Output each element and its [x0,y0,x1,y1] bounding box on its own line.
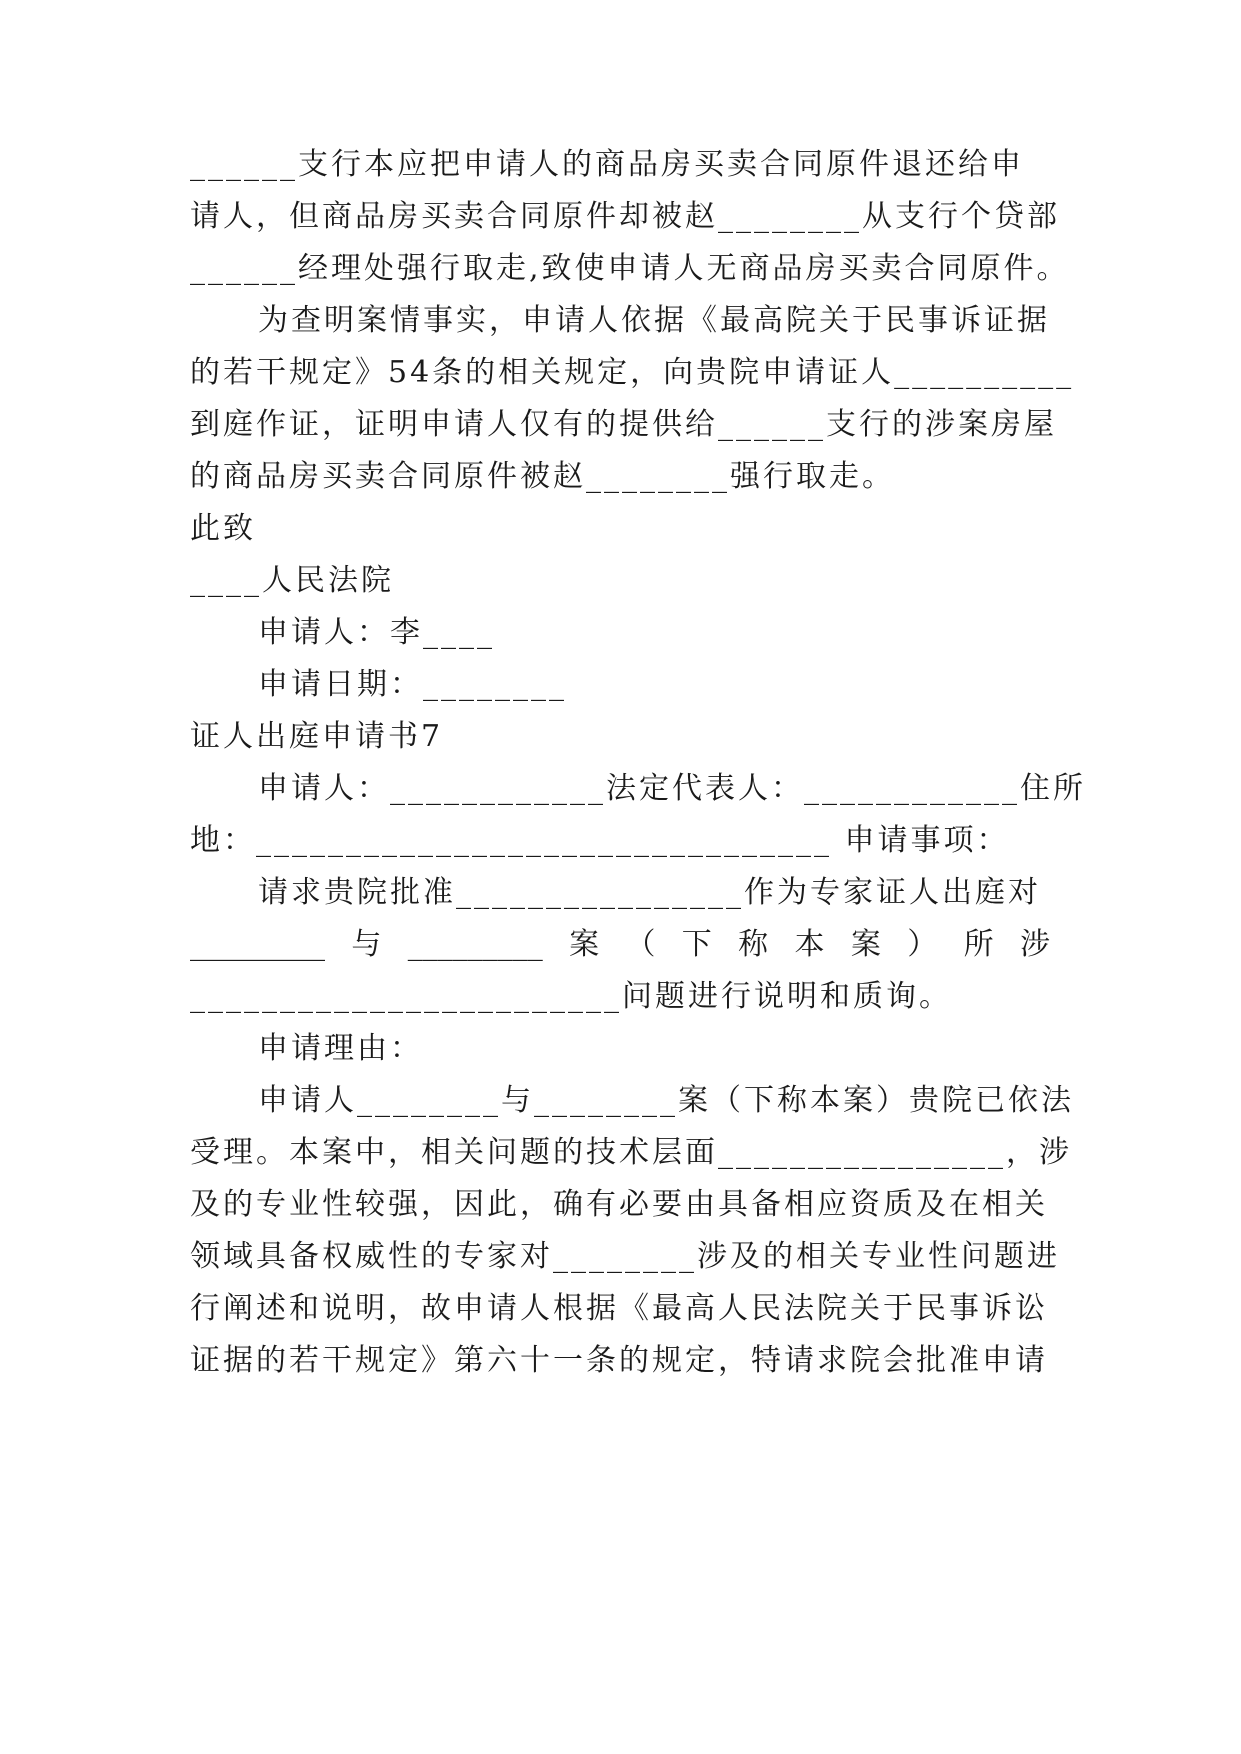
text-line: 请人，但商品房买卖合同原件却被赵________从支行个贷部 [190,199,1060,234]
text-line: 申请人________与________案（下称本案）贵院已依法 [258,1083,1074,1118]
section-heading: 申请理由： [258,1031,423,1066]
text-line: 申请人：____________法定代表人：____________住所 [258,771,1086,806]
section-title: 证人出庭申请书7 [190,719,444,754]
text-segment: 涉 [1019,927,1050,962]
blank-segment: ________________________ [190,979,622,1014]
text-line: 及的专业性较强，因此，确有必要由具备相应资质及在相关 [190,1187,1048,1222]
text-line: 领域具备权威性的专家对________涉及的相关专业性问题进 [190,1239,1060,1274]
text-line: 的若干规定》54条的相关规定，向贵院申请证人__________ [190,355,1075,390]
text-segment: 案 [850,927,881,962]
text-segment: ） [907,927,938,962]
applicant-line: 申请人：李____ [258,615,495,650]
text-line: 的商品房买卖合同原件被赵________强行取走。 [190,459,895,494]
text-segment: 与 [351,927,382,962]
blank-segment: _________ [407,927,543,962]
text-line: ______支行本应把申请人的商品房买卖合同原件退还给申 [190,147,1024,182]
text-line: 地：________________________________ 申请事项： [190,823,1010,858]
text-line: 证据的若干规定》第六十一条的规定，特请求院会批准申请 [190,1343,1048,1378]
text-segment: 下 [681,927,712,962]
text-line: 为查明案情事实，申请人依据《最高院关于民事诉证据 [258,303,1050,338]
text-segment: 问题进行说明和质询。 [622,979,952,1014]
text-segment: 称 [738,927,769,962]
court-name: ____人民法院 [190,563,394,598]
text-segment: 案 [569,927,600,962]
text-segment: 本 [794,927,825,962]
text-line: 受理。本案中，相关问题的技术层面________________，涉 [190,1135,1072,1170]
text-line: 请求贵院批准________________作为专家证人出庭对 [258,875,1041,910]
date-line: 申请日期：________ [258,667,567,702]
closing-line: 此致 [190,511,256,546]
text-line: ______经理处强行取走,致使申请人无商品房买卖合同原件。 [190,251,1070,286]
blank-segment: _________ [190,927,325,962]
text-line [190,975,1050,1019]
justified-line [190,923,1050,967]
text-segment: （ [625,927,656,962]
text-segment: 所 [963,927,994,962]
text-line: 到庭作证，证明申请人仅有的提供给______支行的涉案房屋 [190,407,1057,442]
text-line: 行阐述和说明，故申请人根据《最高人民法院关于民事诉讼 [190,1291,1048,1326]
